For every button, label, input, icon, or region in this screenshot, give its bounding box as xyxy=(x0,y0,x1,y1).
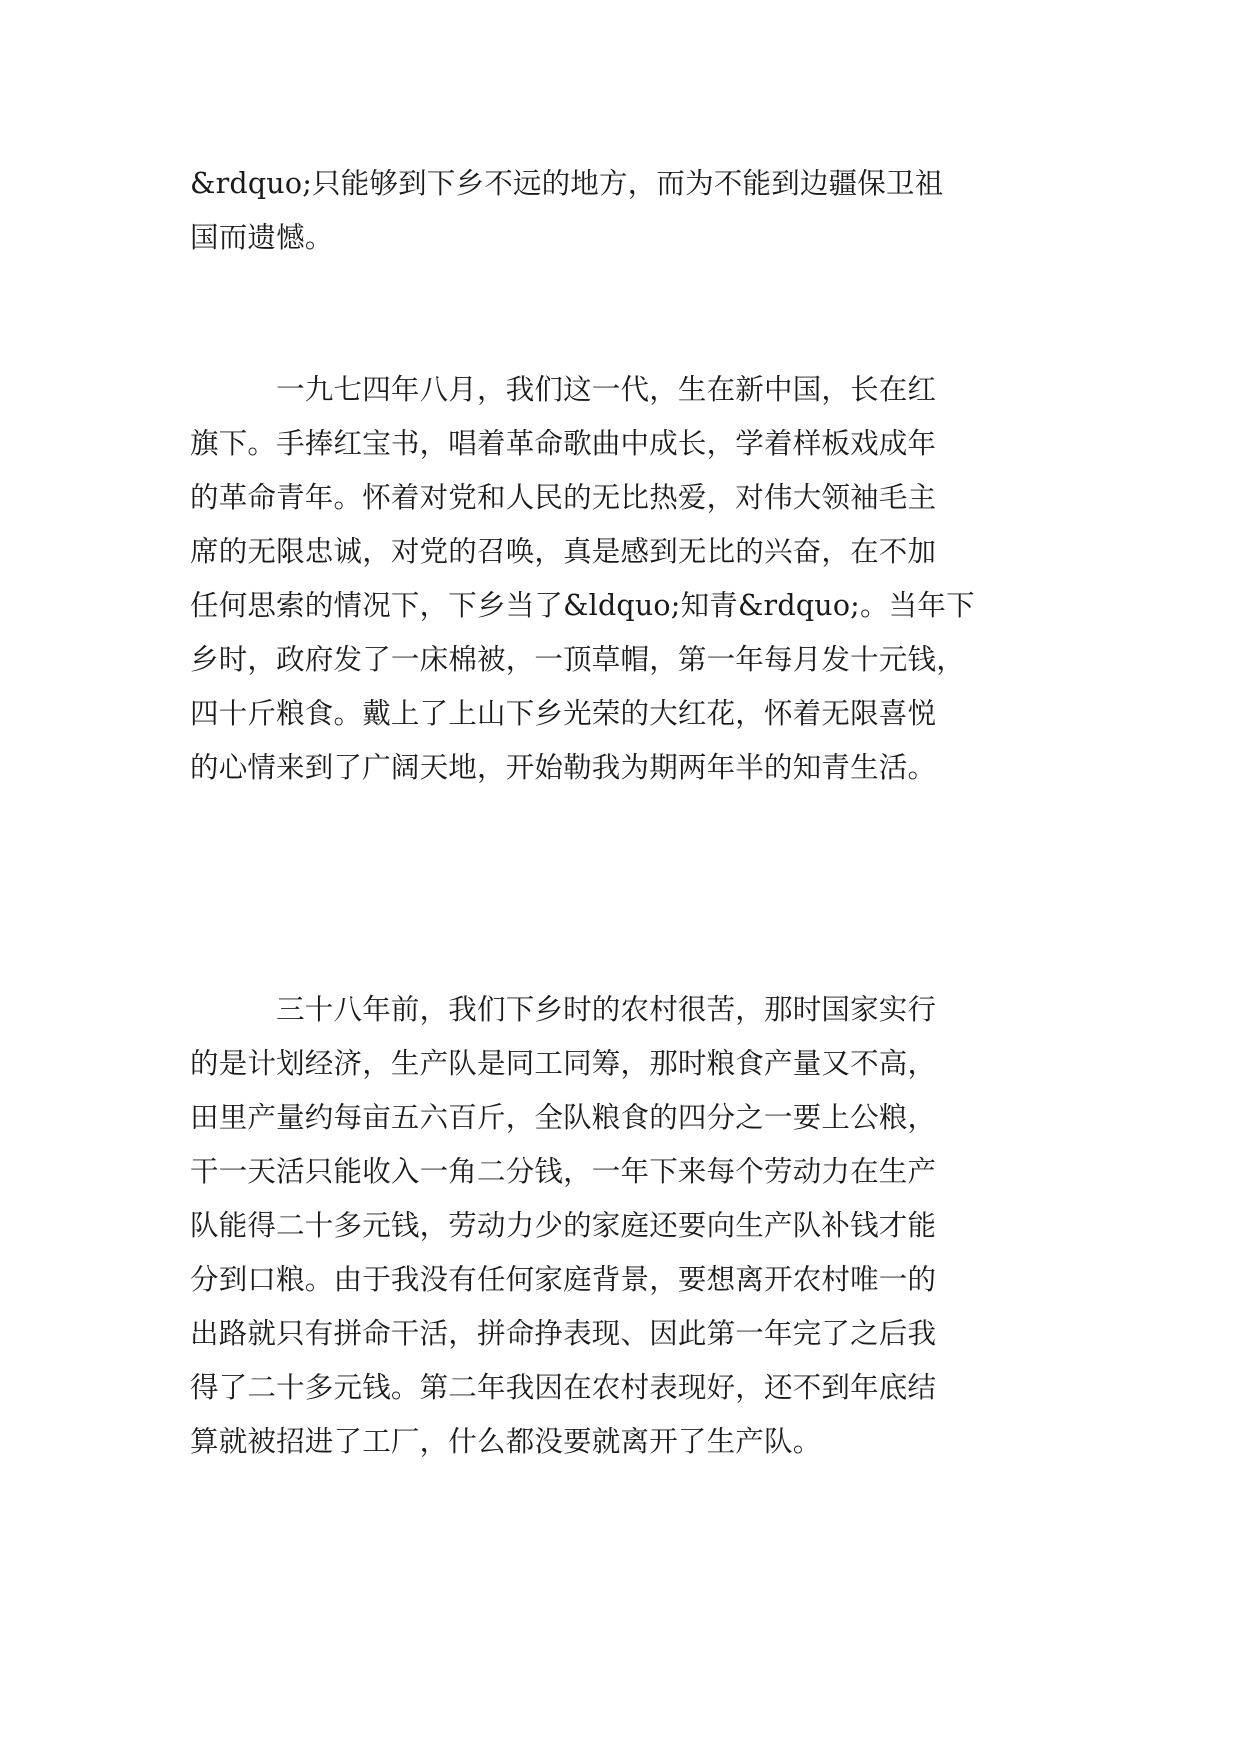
paragraph-2-line-6: 乡时，政府发了一床棉被，一顶草帽，第一年每月发十元钱， xyxy=(190,643,965,676)
paragraph-3-line-1: 三十八年前，我们下乡时的农村很苦，那时国家实行 xyxy=(190,993,937,1026)
paragraph-2-line-8: 的心情来到了广阔天地，开始勒我为期两年半的知青生活。 xyxy=(190,751,937,784)
paragraph-3-line-2: 的是计划经济，生产队是同工同筹，那时粮食产量又不高， xyxy=(190,1047,937,1080)
paragraph-3-line-5: 队能得二十多元钱，劳动力少的家庭还要向生产队补钱才能 xyxy=(190,1209,937,1242)
paragraph-3-line-6: 分到口粮。由于我没有任何家庭背景，要想离开农村唯一的 xyxy=(190,1263,937,1296)
paragraph-2-line-4: 席的无限忠诚，对党的召唤，真是感到无比的兴奋，在不加 xyxy=(190,535,937,568)
paragraph-2-line-7: 四十斤粮食。戴上了上山下乡光荣的大红花，怀着无限喜悦 xyxy=(190,697,937,730)
paragraph-2-line-5: 任何思索的情况下，下乡当了&ldquo;知青&rdquo;。当年下 xyxy=(190,589,975,622)
paragraph-3-line-7: 出路就只有拼命干活，拼命挣表现、因此第一年完了之后我 xyxy=(190,1317,937,1350)
paragraph-2-line-2: 旗下。手捧红宝书，唱着革命歌曲中成长，学着样板戏成年 xyxy=(190,427,937,460)
paragraph-3-line-4: 干一天活只能收入一角二分钱，一年下来每个劳动力在生产 xyxy=(190,1155,937,1188)
paragraph-2-line-3: 的革命青年。怀着对党和人民的无比热爱，对伟大领袖毛主 xyxy=(190,481,937,514)
paragraph-1-line-2: 国而遗憾。 xyxy=(190,221,334,254)
paragraph-3-line-3: 田里产量约每亩五六百斤，全队粮食的四分之一要上公粮， xyxy=(190,1101,937,1134)
paragraph-1-line-1: &rdquo;只能够到下乡不远的地方，而为不能到边疆保卫祖 xyxy=(190,167,944,200)
paragraph-3-line-9: 算就被招进了工厂，什么都没要就离开了生产队。 xyxy=(190,1425,822,1458)
paragraph-2-line-1: 一九七四年八月，我们这一代，生在新中国，长在红 xyxy=(190,373,937,406)
paragraph-3-line-8: 得了二十多元钱。第二年我因在农村表现好，还不到年底结 xyxy=(190,1371,937,1404)
